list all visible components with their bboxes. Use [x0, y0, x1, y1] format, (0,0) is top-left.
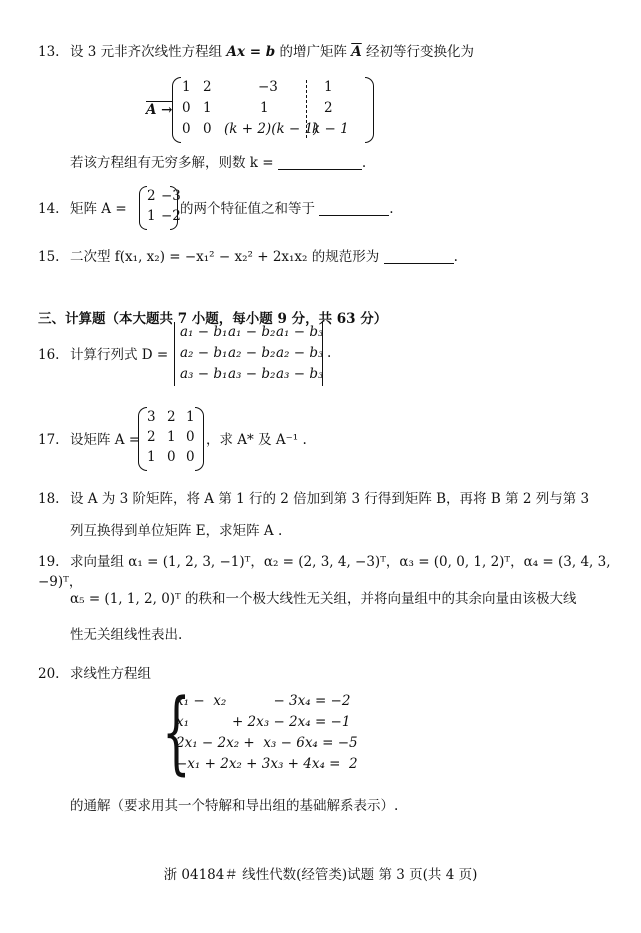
- matrix-cell: a₃ − b₁: [180, 366, 228, 382]
- q17-suffix: ，求 A* 及 A⁻¹ .: [206, 432, 307, 448]
- equation-row: 2x₁ − 2x₂ + x₃ − 6x₄ = −5: [176, 735, 358, 751]
- q13-arrow-label: A →: [146, 102, 173, 118]
- question-number: 16.: [38, 347, 60, 363]
- answer-blank[interactable]: [319, 201, 389, 216]
- q19-line2: α₅ = (1, 1, 2, 0)ᵀ 的秩和一个极大线性无关组，并将向量组中的其余向量由该极大线: [70, 591, 577, 607]
- matrix-cell: a₃ − b₃: [276, 366, 324, 382]
- q13-augmented-matrix: [172, 77, 372, 141]
- question-15: [38, 247, 458, 267]
- matrix-cell: k − 1: [312, 121, 349, 137]
- matrix-cell: a₁ − b₁: [180, 324, 228, 340]
- matrix-cell: 1: [147, 449, 156, 465]
- question-20: [38, 664, 151, 684]
- matrix-cell: 0: [203, 121, 212, 137]
- left-brace-icon: {: [162, 680, 191, 785]
- question-16: [38, 345, 168, 365]
- q16-determinant: [174, 322, 324, 386]
- equation-row: x₁ − x₂ − 3x₄ = −2: [176, 693, 351, 709]
- q16-prefix: 计算行列式 D =: [70, 347, 169, 363]
- question-13: [38, 42, 474, 62]
- q17-right-paren: [195, 407, 204, 471]
- question-number: 15.: [38, 249, 60, 265]
- matrix-cell: −3: [161, 188, 181, 204]
- matrix-cell: 1: [260, 100, 269, 116]
- equation-row: x₁ + 2x₃ − 2x₄ = −1: [176, 714, 351, 730]
- q16-end: .: [327, 345, 332, 361]
- matrix-cell: 2: [147, 188, 156, 204]
- matrix-cell: 2: [167, 409, 176, 425]
- matrix-cell: 1: [147, 208, 156, 224]
- q13-end: .: [361, 155, 367, 171]
- q13-followup: [70, 153, 366, 173]
- question-number: 19.: [38, 554, 60, 570]
- question-19: [38, 552, 641, 592]
- q20-intro: 求线性方程组: [70, 666, 151, 682]
- q15-text: 二次型 f(x₁, x₂) = −x₁² − x₂² + 2x₁x₂ 的规范形为: [70, 249, 380, 265]
- matrix-cell: 0: [167, 449, 176, 465]
- q14-end: .: [389, 201, 394, 217]
- question-number: 20.: [38, 666, 60, 682]
- q13-matrix-name: $\overline{A}$: [351, 44, 362, 60]
- matrix-cell: a₁ − b₃: [276, 324, 324, 340]
- q13-text-b: 的增广矩阵: [279, 44, 347, 60]
- question-number: 17.: [38, 432, 60, 448]
- matrix-cell: 2: [203, 79, 212, 95]
- q13-right-paren: [365, 77, 374, 143]
- matrix-cell: a₁ − b₂: [228, 324, 276, 340]
- q19-line3: 性无关组线性表出.: [70, 627, 183, 643]
- matrix-cell: 3: [147, 409, 156, 425]
- question-17: [38, 430, 140, 450]
- q14-suffix: 的两个特征值之和等于: [180, 201, 315, 217]
- matrix-cell: 0: [182, 121, 191, 137]
- answer-blank[interactable]: [384, 249, 454, 264]
- q13-equation: Ax = b: [226, 44, 276, 60]
- matrix-cell: (k + 2)(k − 1): [224, 121, 319, 137]
- section-heading: 三、计算题（本大题共 7 小题，每小题 9 分，共 63 分）: [38, 311, 388, 327]
- question-number: 13.: [38, 44, 60, 60]
- matrix-cell: a₂ − b₂: [228, 345, 276, 361]
- matrix-cell: 0: [182, 100, 191, 116]
- matrix-cell: 1: [324, 79, 333, 95]
- matrix-cell: 2: [324, 100, 333, 116]
- matrix-cell: 0: [186, 429, 195, 445]
- q19-line1: 求向量组 α₁ = (1, 2, 3, −1)ᵀ，α₂ = (2, 3, 4, −3)ᵀ，α₃ = (0, 0, 1, 2)ᵀ，α₄ = (3, 4, 3, −9)ᵀ，: [38, 554, 611, 590]
- q15-end: .: [453, 249, 458, 265]
- question-14: [38, 199, 127, 219]
- q13-followup-text: 若该方程组有无穷多解，则数 k =: [70, 155, 274, 171]
- q13-augment-divider: [306, 80, 307, 138]
- q13-text-c: 经初等行变换化为: [366, 44, 475, 60]
- matrix-cell: 1: [186, 409, 195, 425]
- matrix-cell: −2: [161, 208, 181, 224]
- question-18: [38, 489, 589, 509]
- answer-blank[interactable]: [278, 155, 362, 170]
- q20-outro: 的通解（要求用其一个特解和导出组的基础解系表示）.: [70, 798, 399, 814]
- question-number: 18.: [38, 491, 60, 507]
- matrix-cell: a₃ − b₂: [228, 366, 276, 382]
- q14-right-paren: [170, 186, 178, 230]
- q17-prefix: 设矩阵 A =: [70, 432, 141, 448]
- matrix-cell: a₂ − b₃: [276, 345, 324, 361]
- page-footer: 浙 04184＃ 线性代数(经管类)试题 第 3 页(共 4 页): [163, 867, 478, 883]
- q20-equation-system: [176, 693, 356, 779]
- q18-line2: 列互换得到单位矩阵 E，求矩阵 A .: [70, 523, 283, 539]
- equation-row: −x₁ + 2x₂ + 3x₃ + 4x₄ = 2: [176, 756, 358, 772]
- q16-right-bar: [322, 322, 323, 386]
- matrix-cell: 1: [182, 79, 191, 95]
- q18-line1: 设 A 为 3 阶矩阵，将 A 第 1 行的 2 倍加到第 3 行得到矩阵 B，再将 B 第 2 列与第 3: [70, 491, 590, 507]
- matrix-cell: 0: [186, 449, 195, 465]
- matrix-cell: 1: [167, 429, 176, 445]
- matrix-cell: −3: [258, 79, 278, 95]
- q13-text-a: 设 3 元非齐次线性方程组: [70, 44, 223, 60]
- q14-prefix: 矩阵 A =: [70, 201, 127, 217]
- q14-suffix-line: [180, 199, 394, 219]
- matrix-cell: a₂ − b₁: [180, 345, 228, 361]
- matrix-cell: 1: [203, 100, 212, 116]
- matrix-cell: 2: [147, 429, 156, 445]
- question-number: 14.: [38, 201, 60, 217]
